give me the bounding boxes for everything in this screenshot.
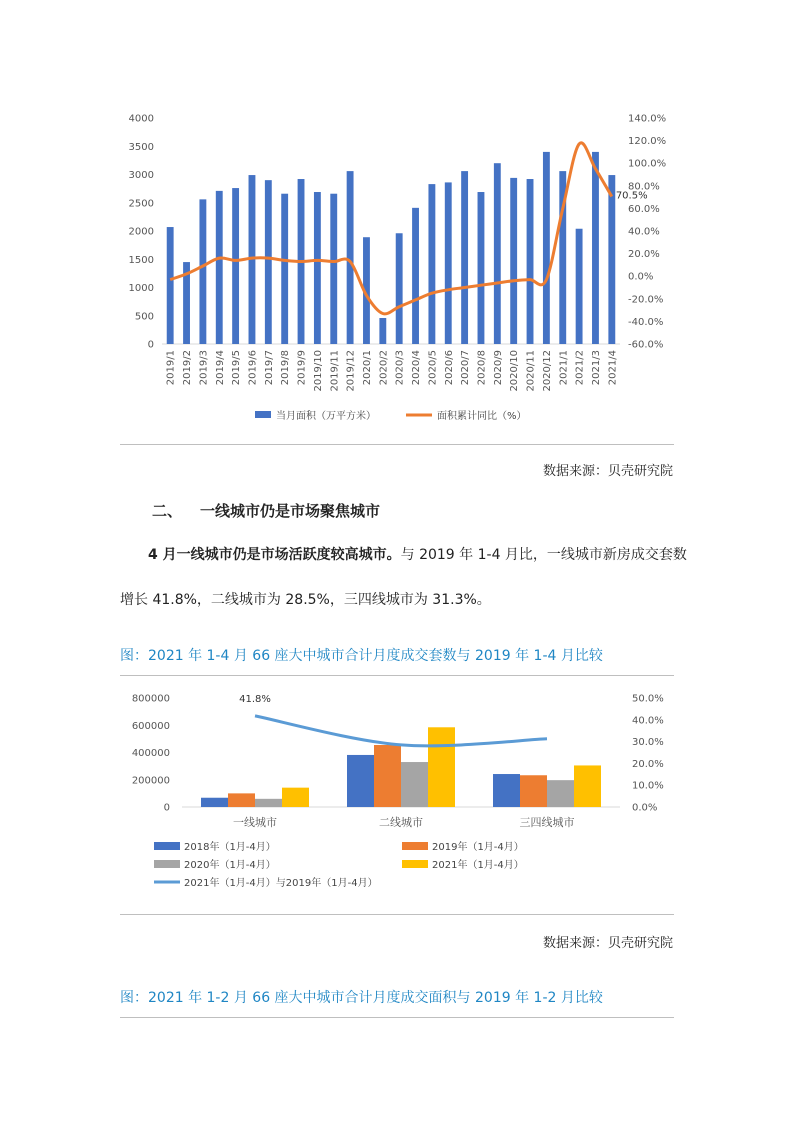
paragraph-line-2: 增长 41.8%，二线城市为 28.5%，三四线城市为 31.3%。: [120, 592, 491, 608]
x-axis-tick: 2019/7: [263, 350, 275, 386]
x-axis-tick: 2019/2: [182, 350, 194, 386]
y-axis-tick-right: 120.0%: [628, 136, 667, 148]
x-axis-tick: 2020/3: [394, 350, 406, 386]
x-axis-tick: 2021/2: [574, 350, 586, 386]
x-axis-tick: 2019/4: [214, 350, 226, 386]
y-axis-tick-right: 40.0%: [632, 715, 664, 727]
y-axis-tick-left: 3000: [128, 170, 154, 181]
x-axis-tick: 2020/10: [509, 350, 521, 392]
y-axis-tick-left: 800000: [131, 693, 170, 705]
bar-city-tier-sales: [347, 755, 374, 807]
legend-swatch: [154, 860, 180, 868]
x-axis-tick: 一线城市: [233, 816, 277, 829]
y-axis-tick-right: -20.0%: [628, 294, 664, 306]
legend-label: 2021年（1月-4月）与2019年（1月-4月）: [184, 878, 378, 889]
bar-monthly-area: [199, 199, 206, 344]
y-axis-tick-right: 140.0%: [628, 113, 667, 125]
bar-monthly-area: [347, 171, 354, 344]
paragraph-line-1: [148, 545, 688, 565]
bar-monthly-area: [379, 318, 386, 344]
y-axis-tick-left: 2500: [128, 198, 154, 210]
bar-city-tier-sales: [374, 745, 401, 807]
bar-city-tier-sales: [401, 762, 428, 807]
section-number: 二、: [152, 502, 183, 520]
legend-label-line: 面积累计同比（%）: [437, 411, 527, 422]
legend-swatch: [402, 842, 428, 850]
y-axis-tick-right: 0.0%: [628, 271, 654, 283]
bar-city-tier-sales: [574, 765, 601, 807]
bar-monthly-area: [494, 163, 501, 344]
legend-label-bar: 当月面积（万平方米）: [276, 411, 376, 422]
y-axis-tick-right: 100.0%: [628, 158, 667, 170]
legend-label: 2020年（1月-4月）: [184, 860, 276, 871]
y-axis-tick-right: 20.0%: [632, 758, 664, 770]
bar-monthly-area: [330, 194, 337, 344]
x-axis-tick: 二线城市: [379, 816, 423, 829]
y-axis-tick-right: 80.0%: [628, 181, 660, 193]
series-line-growth: [255, 716, 547, 746]
bar-monthly-area: [461, 171, 468, 344]
bar-city-tier-sales: [282, 788, 309, 807]
x-axis-tick: 2021/4: [607, 349, 619, 386]
x-axis-tick: 2019/1: [165, 350, 177, 386]
bar-city-tier-sales: [520, 775, 547, 807]
legend-swatch: [154, 842, 180, 850]
bar-monthly-area: [232, 188, 239, 344]
bar-monthly-area: [428, 184, 435, 344]
y-axis-tick-left: 600000: [131, 720, 170, 732]
y-axis-tick-left: 200000: [131, 775, 170, 787]
y-axis-tick-left: 1500: [128, 254, 154, 266]
area-yoy-combo-chart: [120, 100, 680, 435]
x-axis-tick: 2019/8: [280, 350, 292, 386]
bar-city-tier-sales: [201, 798, 228, 807]
x-axis-tick: 2020/6: [443, 350, 455, 386]
section-heading: [152, 500, 380, 521]
legend-label: 2021年（1月-4月）: [432, 860, 524, 871]
legend-label: 2018年（1月-4月）: [184, 842, 276, 853]
y-axis-tick-left: 2000: [128, 226, 154, 238]
section-title: 一线城市仍是市场聚焦城市: [200, 502, 381, 520]
x-axis-tick: 2019/12: [345, 350, 357, 392]
x-axis-tick: 2020/1: [361, 350, 373, 386]
x-axis-tick: 2020/12: [541, 350, 553, 392]
x-axis-tick: 2021/3: [590, 350, 602, 386]
y-axis-tick-right: 0.0%: [632, 802, 658, 814]
x-axis-tick: 2019/11: [329, 350, 341, 392]
paragraph-bold-lead: 4 月一线城市仍是市场活跃度较高城市。: [148, 547, 401, 563]
bar-monthly-area: [478, 192, 485, 344]
x-axis-tick: 2020/11: [525, 350, 537, 392]
x-axis-tick: 2020/5: [427, 350, 439, 386]
annotation-last-yoy: 70.5%: [615, 190, 648, 202]
bar-monthly-area: [608, 175, 615, 344]
y-axis-tick-left: 3500: [128, 141, 154, 153]
bar-monthly-area: [527, 179, 534, 344]
legend-label: 2019年（1月-4月）: [432, 842, 524, 853]
data-source-note: 数据来源：贝壳研究院: [542, 936, 673, 951]
y-axis-tick-left: 400000: [131, 748, 170, 759]
x-axis-tick: 2019/10: [312, 350, 324, 392]
x-axis-tick: 2020/7: [460, 350, 472, 386]
x-axis-tick: 2019/9: [296, 350, 308, 386]
y-axis-tick-left: 1000: [128, 283, 154, 294]
city-tier-sales-chart: [120, 682, 680, 912]
divider: [120, 914, 674, 915]
bar-city-tier-sales: [547, 780, 574, 807]
figure-caption: 图：2021 年 1-4 月 66 座大中城市合计月度成交套数与 2019 年 1-4 月比较: [120, 648, 603, 664]
bar-city-tier-sales: [493, 774, 520, 807]
y-axis-tick-right: -40.0%: [628, 316, 664, 328]
x-axis-tick: 三四线城市: [519, 816, 575, 829]
y-axis-tick-right: 60.0%: [628, 203, 660, 215]
bar-monthly-area: [592, 152, 599, 344]
annotation-first-tier-growth: 41.8%: [239, 694, 271, 705]
divider: [120, 1017, 674, 1018]
y-axis-tick-right: 40.0%: [628, 226, 660, 238]
bar-monthly-area: [543, 152, 550, 344]
y-axis-tick-right: 50.0%: [632, 693, 664, 705]
y-axis-tick-right: 10.0%: [632, 780, 664, 792]
bar-city-tier-sales: [255, 799, 282, 807]
x-axis-tick: 2021/1: [558, 350, 570, 386]
y-axis-tick-left: 0: [147, 339, 154, 351]
bar-monthly-area: [412, 208, 419, 344]
bar-monthly-area: [167, 227, 174, 344]
bar-monthly-area: [445, 182, 452, 344]
paragraph-text: 与 2019 年 1-4 月比，一线城市新房成交套数: [400, 547, 687, 563]
divider: [120, 675, 674, 676]
bar-monthly-area: [396, 233, 403, 344]
legend-swatch: [402, 860, 428, 868]
x-axis-tick: 2020/9: [492, 350, 504, 386]
x-axis-tick: 2019/5: [231, 350, 243, 386]
x-axis-tick: 2020/4: [411, 350, 423, 386]
divider: [120, 444, 674, 445]
bar-city-tier-sales: [428, 727, 455, 807]
y-axis-tick-right: 30.0%: [632, 737, 664, 749]
y-axis-tick-right: -60.0%: [628, 339, 664, 351]
y-axis-tick-left: 4000: [128, 113, 154, 125]
bar-monthly-area: [576, 229, 583, 344]
bar-city-tier-sales: [228, 793, 255, 807]
bar-monthly-area: [314, 192, 321, 344]
data-source-note: 数据来源：贝壳研究院: [542, 464, 673, 479]
x-axis-tick: 2019/3: [198, 350, 210, 386]
y-axis-tick-right: 20.0%: [628, 249, 660, 261]
figure-caption: 图：2021 年 1-2 月 66 座大中城市合计月度成交面积与 2019 年 1-2 月比较: [120, 990, 603, 1006]
legend-swatch-bar: [255, 411, 271, 418]
bar-monthly-area: [281, 194, 288, 344]
x-axis-tick: 2019/6: [247, 350, 259, 386]
bar-monthly-area: [216, 191, 223, 344]
x-axis-tick: 2020/2: [378, 350, 390, 386]
y-axis-tick-left: 500: [134, 311, 154, 323]
x-axis-tick: 2020/8: [476, 350, 488, 386]
y-axis-tick-left: 0: [163, 802, 170, 814]
bar-monthly-area: [510, 178, 517, 344]
bar-monthly-area: [265, 180, 272, 344]
